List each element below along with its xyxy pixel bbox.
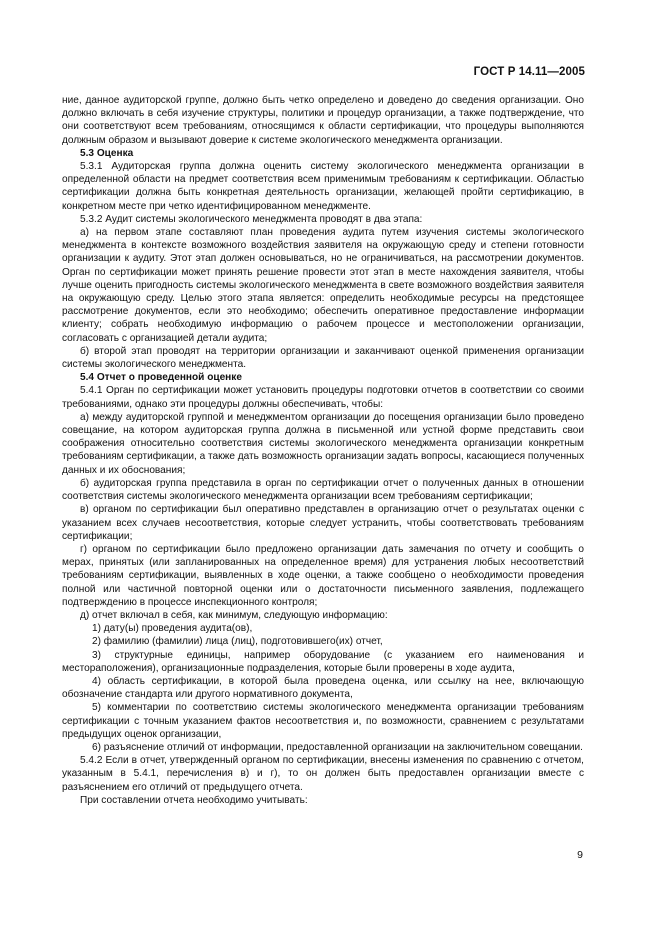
list-item: д) отчет включал в себя, как минимум, следующую информацию:: [80, 609, 388, 621]
document-body: [62, 94, 584, 807]
list-item: г) органом по сертификации было предложено организации дать замечания по отчету и сообщить о мерах, принятых (или запланированных на определенное время) для устранения любых несоответствий требованиям сертификации, выявленных в ходе оценки, а также сообщено о необходимости проведения полной или частичной повторной оценки или о достаточности письменного заявления, подлежащего подтверждению в процессе инспекционного контроля;: [62, 543, 584, 608]
paragraph: 5.4.2 Если в отчет, утвержденный органом по сертификации, внесены изменения по сравнению с отчетом, указанным в 5.4.1, перечисления в) и г), то он должен быть предоставлен организации вместе с разъяснением его отличий от предыдущего отчета.: [62, 755, 584, 793]
list-item: б) аудиторская группа представила в орган по сертификации отчет о полученных данных в отношении соответствия системы экологического менеджмента организации всем требованиям сертификации;: [62, 477, 584, 503]
sub-list-item: 3) структурные единицы, например оборудование (с указанием его наименования и местораположения), организационные подразделения, которые были проверены в ходе аудита,: [62, 649, 584, 674]
list-item: б) второй этап проводят на территории организации и заканчивают оценкой применения организации системы экологического менеджмента.: [62, 345, 584, 371]
paragraph: 5.3.1 Аудиторская группа должна оценить систему экологического менеджмента организации в определенной области на предмет соответствия всем применимым требованиям к сертификации. Областью сертификации должна быть конкретная деятельность организации, желающей пройти сертификацию, в конкретном месте при четко идентифицированном менеджменте.: [62, 161, 584, 212]
paragraph: 5.3.2 Аудит системы экологического менеджмента проводят в два этапа:: [80, 213, 423, 225]
page-number: 9: [577, 849, 583, 861]
standard-designation: ГОСТ Р 14.11—2005: [473, 66, 585, 78]
sub-list-item: 4) область сертификации, в которой была проведена оценка, или ссылку на нее, включающую обозначение стандарта или другого нормативного документа,: [62, 675, 584, 701]
list-item: в) органом по сертификации был оперативно представлен в организацию отчет о результатах оценки с указанием всех случаев несоответствия, которые следует устранить, чтобы соответствовать требованиям сертификации;: [62, 504, 584, 542]
list-item: а) на первом этапе составляют план проведения аудита путем изучения системы экологического менеджмента в контексте возможного воздействия заявителя на окружающую среду и степени готовности организации к аудиту. Этот этап должен основываться, но не ограничиваться, на рассмотрении документов. Орган по сертификации может принять решение провести этот этап в месте нахождения заявителя, чтобы лучше оценить пригодность системы экологического менеджмента в свете возможного воздействия заявителя на окружающую среду. Целью этого этапа является: определить необходимые ресурсы на предстоящее рассмотрение документов, если это необходимо; обеспечить оперативное предоставление информации клиенту; собрать необходимую информацию о рабочем процессе и местоположении организации, согласовать с организацией детали аудита;: [62, 227, 584, 344]
paragraph: При составлении отчета необходимо учитывать:: [80, 794, 308, 806]
sub-list-item: 1) дату(ы) проведения аудита(ов),: [92, 623, 253, 635]
sub-list-item: 2) фамилию (фамилии) лица (лиц), подготовившего(их) отчет,: [92, 636, 383, 648]
sub-list-item: 6) разъяснение отличий от информации, предоставленной организации на заключительном совещании.: [92, 741, 583, 753]
sub-list-item: 5) комментарии по соответствию системы экологического менеджмента организации требованиям сертификации с точным указанием фактов несоответствия и, по возможности, сравнением с результатами предыдущих оценок организации,: [62, 702, 584, 740]
section-heading: 5.3 Оценка: [80, 147, 134, 159]
paragraph: ние, данное аудиторской группе, должно быть четко определено и доведено до сведения организации. Оно должно включать в себя изучение структуры, политики и процедур организации, а также подтверждение, что они соответствуют всем требованиям, относящимся к области сертификации, что процедуры выполняются должным образом и вызывают доверие к системе экологического менеджмента организации.: [62, 95, 584, 146]
list-item: а) между аудиторской группой и менеджментом организации до посещения организации было проведено совещание, на котором аудиторская группа должна в письменной или устной форме представить свои соображения относительно соответствия системы экологического менеджмента организации конкретным требованиям сертификации, а также дать возможность организации задать вопросы, касающиеся полученных данных и их обоснования;: [62, 411, 584, 476]
section-heading: 5.4 Отчет о проведенной оценке: [80, 372, 242, 384]
paragraph: 5.4.1 Орган по сертификации может установить процедуры подготовки отчетов в соответствии со своими требованиями, однако эти процедуры должны обеспечивать, чтобы:: [62, 385, 584, 410]
